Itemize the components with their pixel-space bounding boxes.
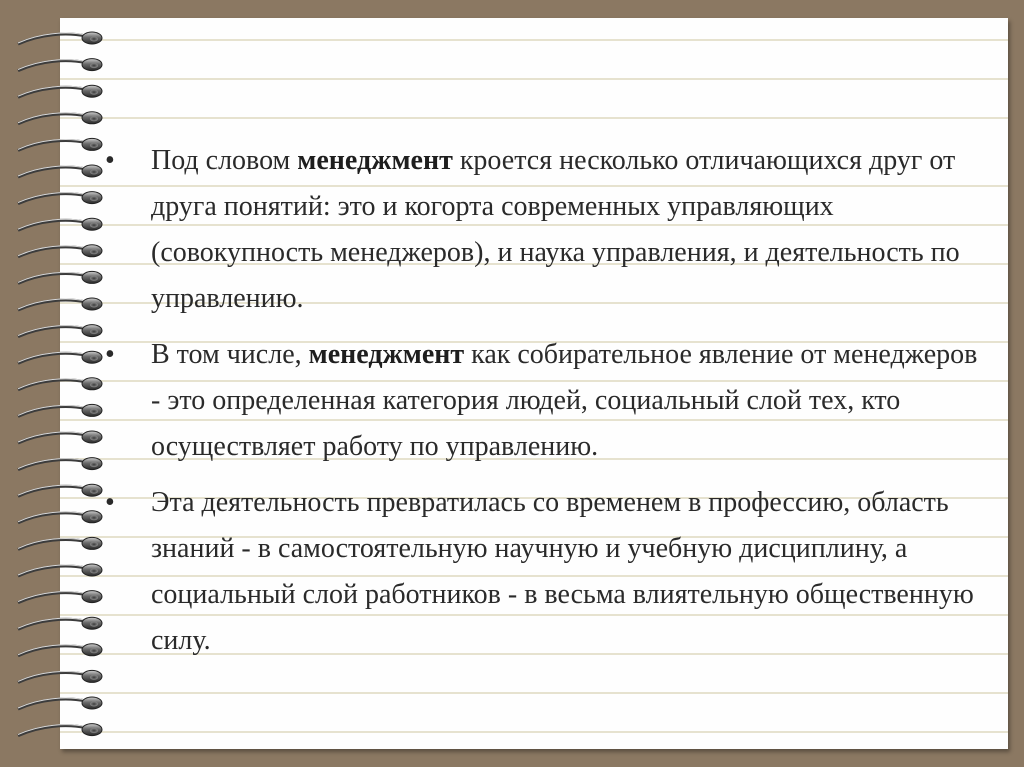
bullet-item-profession (105, 480, 985, 664)
spiral-coil (18, 59, 102, 71)
item-term: менеджмент (308, 339, 465, 370)
spiral-coil (18, 591, 102, 603)
spiral-coil (18, 511, 102, 523)
spiral-coil (18, 644, 102, 656)
bullet-icon: • (105, 145, 115, 176)
spiral-coil (18, 165, 102, 177)
spiral-coil (18, 245, 102, 257)
item-text-after: как собирательное явление от менеджеров - это определенная категория людей, социальный слой тех, кто осуществляет работу по управлению. (151, 339, 978, 462)
spiral-coil (18, 431, 102, 443)
spiral-coil (18, 697, 102, 709)
item-text-after: Эта деятельность превратилась со временем в профессию, область знаний - в самостоятельную научную и учебную дисциплину, а социальный слой работников - в весьма влиятельную общественную силу. (151, 487, 974, 656)
bullet-item-management-meanings (105, 138, 985, 322)
bullet-list (105, 138, 985, 674)
spiral-coil (18, 724, 102, 736)
spiral-coil (18, 564, 102, 576)
spiral-coil (18, 537, 102, 549)
item-text-after: кроется несколько отличающихся друг от друга понятий: это и когорта современных управляющих (совокупность менеджеров), и наука управления, и деятельность по управлению. (151, 145, 960, 314)
bullet-icon: • (105, 487, 115, 518)
spiral-coil (18, 112, 102, 124)
item-text-before: В том числе, (151, 339, 309, 370)
spiral-coil (18, 351, 102, 363)
spiral-coil (18, 271, 102, 283)
spiral-coil (18, 138, 102, 150)
spiral-coil (18, 298, 102, 310)
item-term: менеджмент (297, 145, 453, 176)
spiral-coil (18, 484, 102, 496)
spiral-coil (18, 670, 102, 682)
spiral-coil (18, 617, 102, 629)
item-text-before: Под словом (151, 145, 298, 176)
spiral-coil (18, 218, 102, 230)
spiral-coil (18, 85, 102, 97)
bullet-icon: • (105, 339, 115, 370)
spiral-coil (18, 458, 102, 470)
spiral-coil (18, 192, 102, 204)
spiral-coil (18, 404, 102, 416)
spiral-coil (18, 32, 102, 44)
bullet-item-management-as-collective (105, 332, 985, 470)
spiral-coil (18, 325, 102, 337)
spiral-coil (18, 378, 102, 390)
